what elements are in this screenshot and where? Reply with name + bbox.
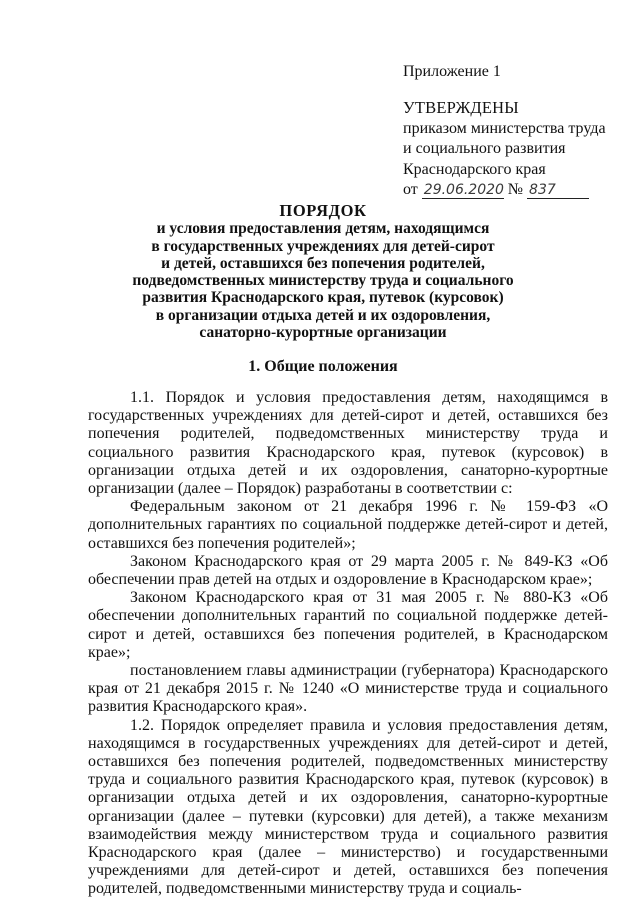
paragraph: 1.2. Порядок определяет правила и условия предоставления детям, находящимся в государственных учреждениях для детей-сирот и детей, оставшихся без попечения родителей, подведомственных министерству труда и социального развития Краснодарского края, путевок (курсовок) в организации отдыха детей и их оздоровления, санаторно-курортные организации (далее – путевки (курсовки) для детей), а также механизм взаимодействия между министерством труда и социального развития Краснодарского края (далее – министерство) и государственными учреждениями для детей-сирот и детей, оставшихся без попечения родителей, подведомственными министерству труда и социаль- [88, 716, 608, 898]
title-line: в государственных учреждениях для детей-сирот [151, 237, 495, 255]
order-line [403, 180, 606, 201]
order-date: 29.06.2020 [423, 182, 504, 198]
paragraph: Законом Краснодарского края от 31 мая 2005 г. № 880-КЗ «Об обеспечении дополнительных гарантий по социальной поддержке детей-сирот и детей, оставшихся без попечения родителей, в Краснодарском крае»; [88, 589, 608, 661]
approval-line: приказом министерства труда [403, 119, 606, 137]
paragraph: постановлением главы администрации (губернатора) Краснодарского края от 21 декабря 2015 г. № 1240 «О министерстве труда и социального развития Краснодарского края». [88, 662, 608, 716]
document-title [88, 202, 558, 341]
title-line: в организации отдыха детей и их оздоровления, [155, 306, 491, 324]
title-line: санаторно-курортные организации [199, 324, 447, 342]
document-body [88, 389, 608, 899]
approved-heading: УТВЕРЖДЕНЫ [403, 98, 519, 117]
order-number: 837 [527, 182, 589, 199]
order-number-sign: № [507, 181, 524, 198]
title-line: и детей, оставшихся без попечения родителей, [161, 254, 485, 272]
approval-block [403, 98, 606, 201]
title-main: ПОРЯДОК [279, 201, 367, 220]
paragraph: 1.1. Порядок и условия предоставления детям, находящимся в государственных учреждениях для детей-сирот и детей, оставшихся без попечения родителей, подведомственных министерству труда и социального развития Краснодарского края, путевок (курсовок) в организации отдыха детей и их оздоровления, санаторно-курортные организации (далее – Порядок) разработаны в соответствии с: [88, 389, 608, 498]
approval-line: и социального развития [403, 140, 566, 157]
section-heading: 1. Общие положения [248, 358, 398, 375]
title-line: и условия предоставления детям, находящимся [156, 220, 490, 238]
title-line: подведомственных министерству труда и социального [132, 272, 514, 290]
appendix-label: Приложение 1 [403, 63, 501, 80]
paragraph: Федеральным законом от 21 декабря 1996 г. № 159-ФЗ «О дополнительных гарантиях по социальной поддержке детей-сирот и детей, оставшихся без попечения родителей»; [88, 498, 608, 552]
title-line: развития Краснодарского края, путевок (курсовок) [142, 289, 504, 307]
order-prefix: от [403, 181, 418, 198]
approval-line: Краснодарского края [403, 160, 546, 178]
paragraph: Законом Краснодарского края от 29 марта 2005 г. № 849-КЗ «Об обеспечении прав детей на отдых и оздоровление в Краснодарском крае»; [88, 552, 608, 589]
